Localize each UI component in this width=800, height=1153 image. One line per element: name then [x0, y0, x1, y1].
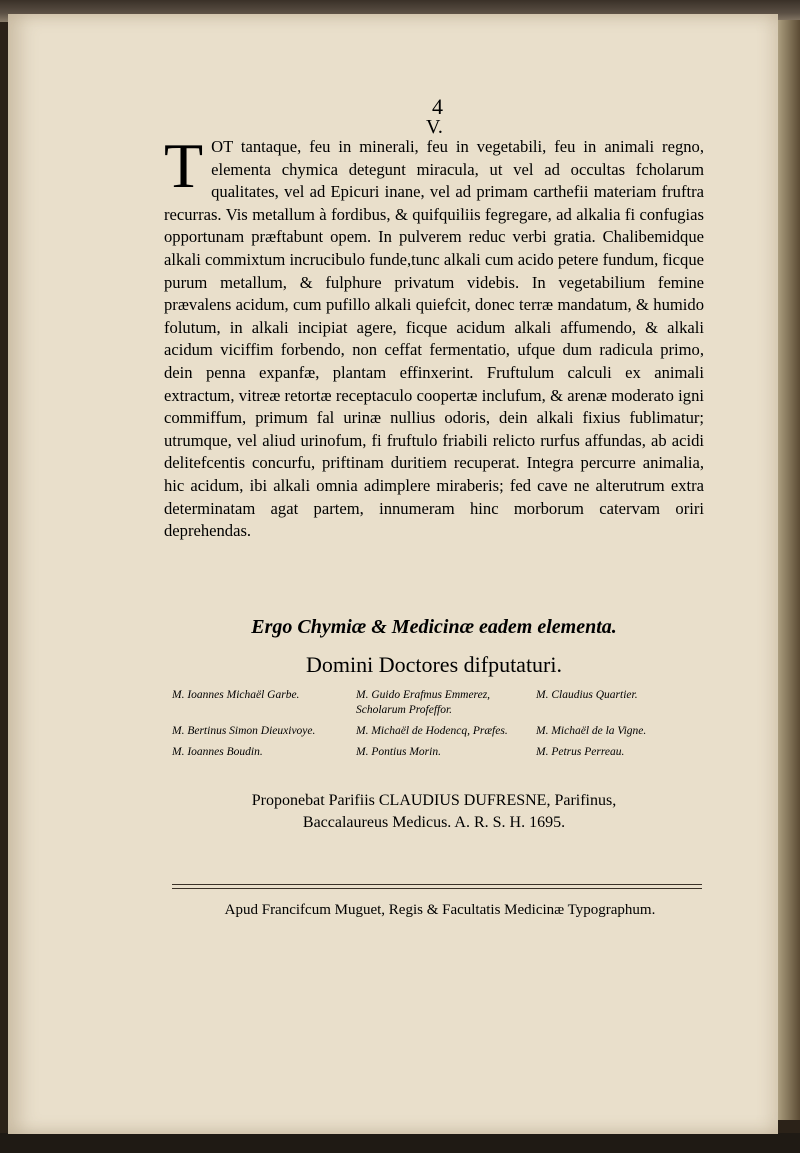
book-bottom-edge [0, 1133, 800, 1153]
disputants-heading: Domini Doctores difputaturi. [305, 652, 562, 677]
body-text: OT tantaque, feu in minerali, feu in vegetabili, feu in animali regno, elementa chymica detegunt miracula, ut vel ad occultas fcholarum qualitates, vel ad Epicuri inane, vel ad primam carthefii materiam fruftra recurras. Vis metallum à fordibus, & quifquiliis fegregare, ad alkalia fi confugias opportunam præftabunt opem. In pulverem reduc verbi gratia. Chalibemidque alkali commixtum incrucibulo funde,tunc alkali cum acido petere fundum, ficque purum metallum, & fulphure privatum videbis. In vegetabilium femine prævalens acidum, cum pufillo alkali quiefcit, donec terræ mandatum, & humido folutum, in alkali incipiat agere, ficque acidum alkali affumendo, & alkali acidum viciffim forbendo, non ceffat fermentatio, ufque dum radicula primo, dein penna expanfæ, plantam effinxerint. Fruftulum calculi ex animali extractum, vitreæ retortæ receptaculo coopertæ inclufum, & arenæ moderato igni commiffum, primum fal urinæ nullius odoris, dein alkali fixius fublimatur; utrumque, vel aliud urinofum, fi fruftulo friabili relicto rurfus affundas, ab acidi delitefcentis concurfu, priftinam duritiem recuperat. Integra percurre animalia, hic acidum, ibi alkali omnia adimplere miraberis; fed cave ne alterutrum extra determinatam agat partem, innumeram hinc morborum catervam oriri deprehendas. [164, 137, 704, 541]
proponebat-line-1: Proponebat Parifiis CLAUDIUS DUFRESNE, Parifinus, [251, 792, 617, 809]
divider-rule-thin [172, 888, 702, 889]
doctors-row [172, 688, 712, 718]
doctor-name: M. Petrus Perreau. [536, 746, 625, 758]
drop-cap: T [164, 130, 204, 201]
doctor-name: M. Michaël de la Vigne. [536, 725, 647, 737]
doctors-row [172, 745, 712, 760]
proponebat-block [164, 790, 704, 834]
doctor-name: M. Ioannes Boudin. [172, 746, 263, 758]
proponebat-line-2: Baccalaureus Medicus. A. R. S. H. 1695. [302, 814, 566, 831]
doctors-list [172, 688, 712, 766]
thesis-statement: Ergo Chymiæ & Medicinæ eadem elementa. [251, 616, 617, 638]
doctors-row [172, 724, 712, 739]
divider-rule [172, 884, 702, 885]
section-number: V. [426, 116, 443, 138]
body-paragraph [164, 130, 704, 543]
doctor-name: M. Claudius Quartier. [536, 689, 638, 701]
printer-imprint: Apud Francifcum Muguet, Regis & Facultatis Medicinæ Typographum. [224, 902, 656, 918]
doctor-name: M. Guido Erafmus Emmerez, Scholarum Profeffor. [356, 689, 491, 716]
page-number: 4 [432, 94, 443, 119]
doctor-name: M. Bertinus Simon Dieuxivoye. [172, 725, 316, 737]
doctor-name: M. Pontius Morin. [356, 746, 441, 758]
doctor-name: M. Michaël de Hodencq, Præfes. [356, 725, 508, 737]
doctor-name: M. Ioannes Michaël Garbe. [172, 689, 300, 701]
